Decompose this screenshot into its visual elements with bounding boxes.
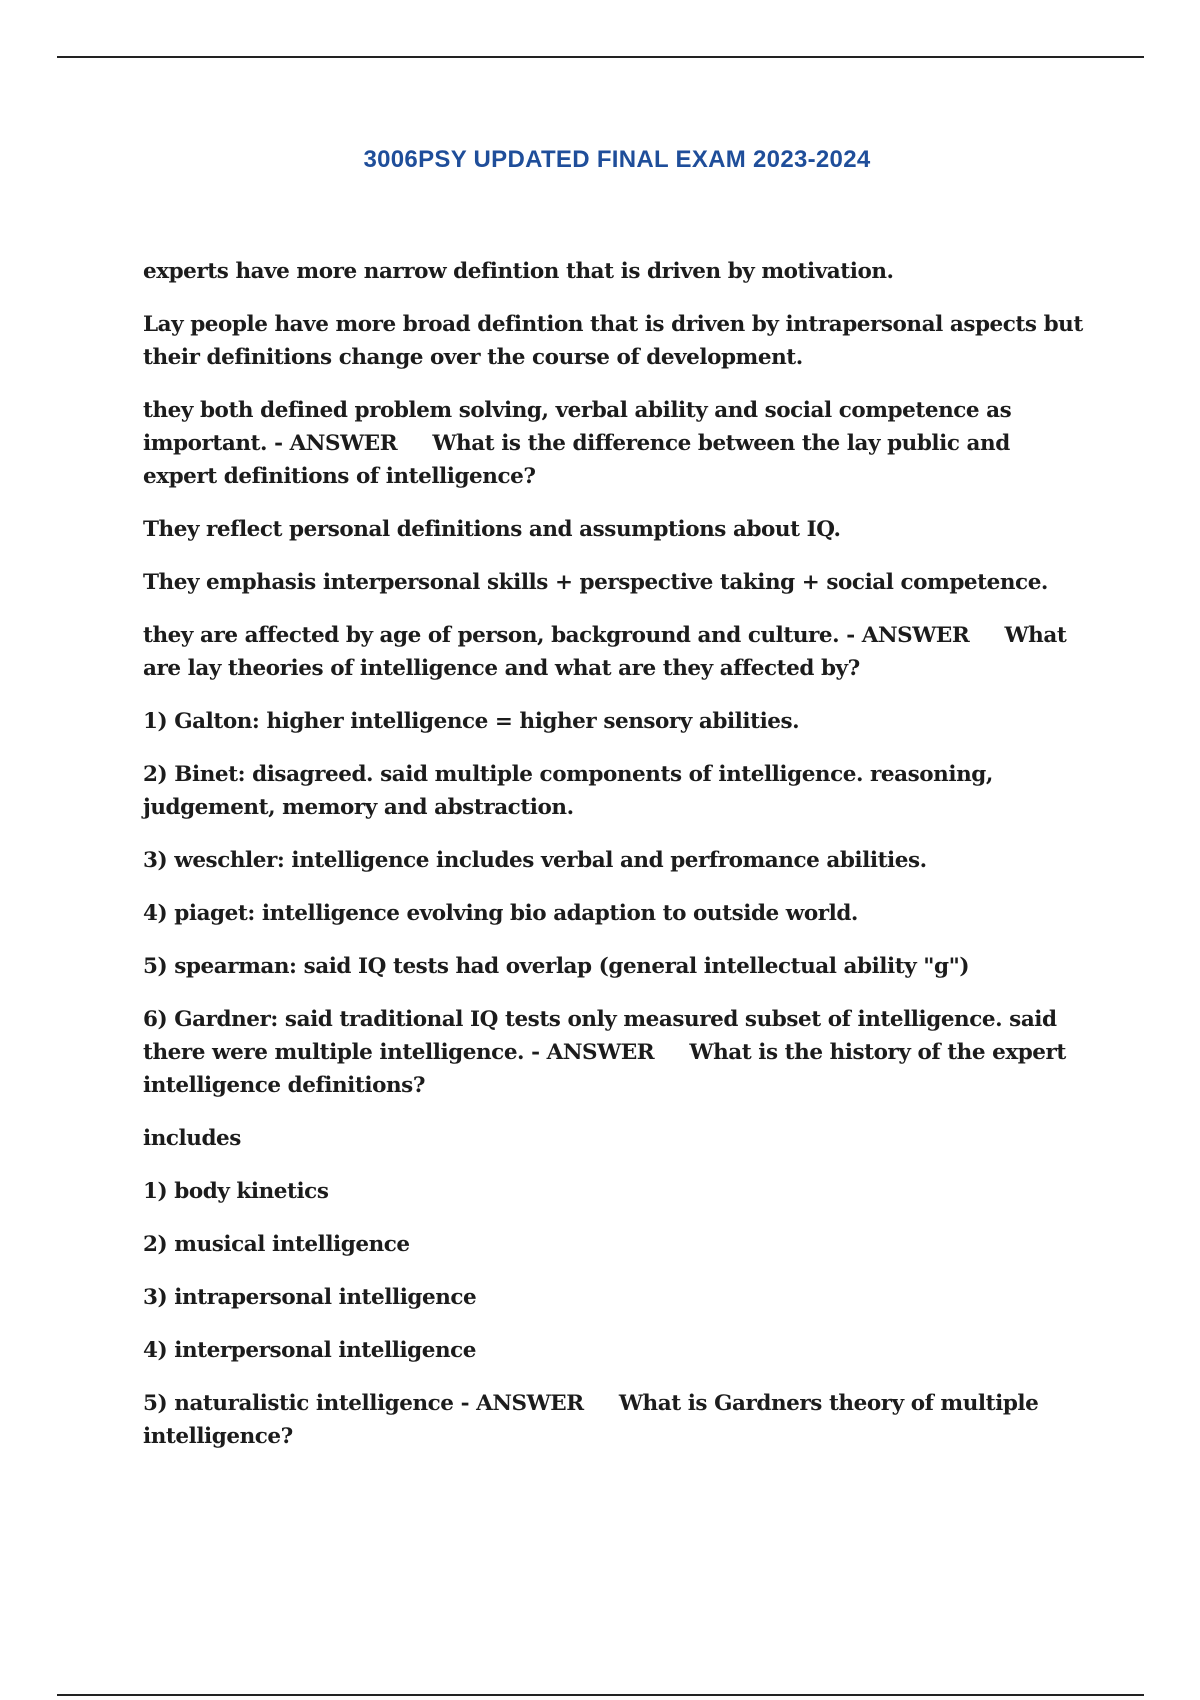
list-item: 3) weschler: intelligence includes verbal and perfromance abilities. bbox=[143, 848, 927, 873]
list-item: 1) body kinetics bbox=[143, 1179, 329, 1204]
page-title: 3006PSY UPDATED FINAL EXAM 2023-2024 bbox=[363, 146, 871, 173]
answer-text: they are affected by age of person, background and culture. - ANSWER bbox=[143, 623, 970, 648]
list-item: 5) spearman: said IQ tests had overlap (general intellectual ability "g") bbox=[143, 954, 970, 979]
paragraph: They emphasis interpersonal skills + perspective taking + social competence. bbox=[143, 570, 1048, 595]
answer-question-paragraph bbox=[143, 1003, 1083, 1102]
question-text: What is the difference between the lay public and expert definitions of intelligence? bbox=[143, 431, 1010, 489]
document-body bbox=[143, 255, 1083, 1473]
answer-question-paragraph bbox=[143, 1387, 1083, 1453]
paragraph: includes bbox=[143, 1126, 241, 1151]
bottom-rule bbox=[57, 1694, 1144, 1696]
top-rule bbox=[57, 56, 1144, 58]
answer-text: 6) Gardner: said traditional IQ tests only measured subset of intelligence. said there were multiple intelligence. - ANSWER bbox=[143, 1007, 1057, 1065]
paragraph: experts have more narrow defintion that is driven by motivation. bbox=[143, 259, 894, 284]
answer-question-paragraph bbox=[143, 619, 1083, 685]
list-item: 2) musical intelligence bbox=[143, 1232, 410, 1257]
answer-text: they both defined problem solving, verbal ability and social competence as important. - ANSWER bbox=[143, 398, 1012, 456]
list-item: 3) intrapersonal intelligence bbox=[143, 1285, 477, 1310]
paragraph: Lay people have more broad defintion that is driven by intrapersonal aspects but their definitions change over the course of development. bbox=[143, 312, 1083, 370]
paragraph: They reflect personal definitions and assumptions about IQ. bbox=[143, 517, 841, 542]
list-item: 4) interpersonal intelligence bbox=[143, 1338, 477, 1363]
list-item: 4) piaget: intelligence evolving bio adaption to outside world. bbox=[143, 901, 858, 926]
question-text: What is Gardners theory of multiple intelligence? bbox=[143, 1391, 1039, 1449]
answer-text: 5) naturalistic intelligence - ANSWER bbox=[143, 1391, 584, 1416]
question-text: What is the history of the expert intelligence definitions? bbox=[143, 1040, 1066, 1098]
list-item: 1) Galton: higher intelligence = higher sensory abilities. bbox=[143, 709, 800, 734]
list-item: 2) Binet: disagreed. said multiple components of intelligence. reasoning, judgement, memory and abstraction. bbox=[143, 762, 993, 820]
answer-question-paragraph bbox=[143, 394, 1083, 493]
question-text: What are lay theories of intelligence and what are they affected by? bbox=[143, 623, 1067, 681]
